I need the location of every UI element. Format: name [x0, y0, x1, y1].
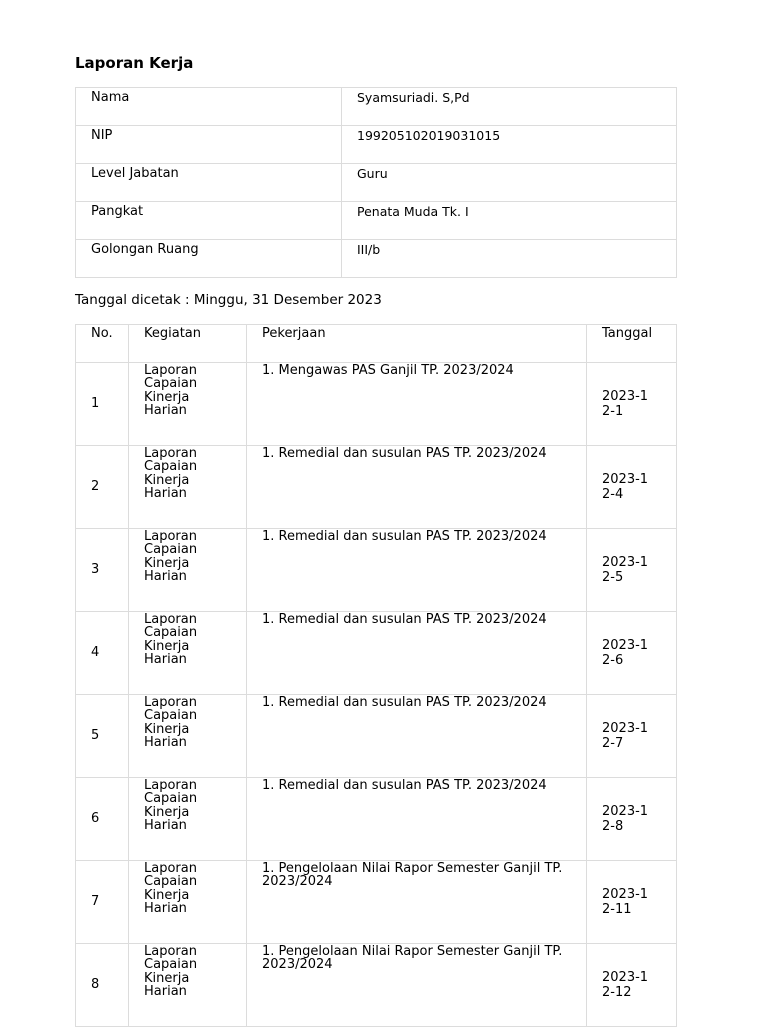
profile-label: Nama — [76, 88, 342, 126]
profile-label: Golongan Ruang — [76, 240, 342, 278]
cell-tanggal: 2023-12-7 — [587, 695, 677, 778]
cell-pekerjaan: 1. Remedial dan susulan PAS TP. 2023/2024 — [247, 612, 587, 695]
cell-tanggal: 2023-12-12 — [587, 944, 677, 1027]
profile-value: Syamsuriadi. S,Pd — [342, 88, 677, 126]
profile-value: 199205102019031015 — [342, 126, 677, 164]
cell-kegiatan: Laporan Capaian Kinerja Harian — [129, 944, 247, 1027]
profile-table — [75, 87, 677, 278]
profile-value: Penata Muda Tk. I — [342, 202, 677, 240]
cell-pekerjaan: 1. Remedial dan susulan PAS TP. 2023/2024 — [247, 778, 587, 861]
cell-kegiatan: Laporan Capaian Kinerja Harian — [129, 363, 247, 446]
profile-label: NIP — [76, 126, 342, 164]
profile-row — [76, 240, 677, 278]
cell-tanggal: 2023-12-8 — [587, 778, 677, 861]
cell-tanggal: 2023-12-5 — [587, 529, 677, 612]
cell-pekerjaan: 1. Pengelolaan Nilai Rapor Semester Ganjil TP. 2023/2024 — [247, 944, 587, 1027]
cell-tanggal: 2023-12-6 — [587, 612, 677, 695]
profile-label: Level Jabatan — [76, 164, 342, 202]
cell-no: 4 — [76, 612, 129, 695]
cell-pekerjaan: 1. Remedial dan susulan PAS TP. 2023/2024 — [247, 695, 587, 778]
cell-no: 5 — [76, 695, 129, 778]
profile-value: Guru — [342, 164, 677, 202]
table-row — [76, 612, 677, 695]
table-row — [76, 778, 677, 861]
header-tanggal: Tanggal — [587, 325, 677, 363]
cell-no: 1 — [76, 363, 129, 446]
cell-tanggal: 2023-12-11 — [587, 861, 677, 944]
cell-no: 7 — [76, 861, 129, 944]
profile-value: III/b — [342, 240, 677, 278]
table-row — [76, 363, 677, 446]
cell-tanggal: 2023-12-1 — [587, 363, 677, 446]
header-kegiatan: Kegiatan — [129, 325, 247, 363]
table-row — [76, 529, 677, 612]
cell-tanggal: 2023-12-4 — [587, 446, 677, 529]
table-row — [76, 695, 677, 778]
cell-kegiatan: Laporan Capaian Kinerja Harian — [129, 861, 247, 944]
printed-date: Tanggal dicetak : Minggu, 31 Desember 2023 — [75, 292, 382, 308]
table-row — [76, 944, 677, 1027]
cell-no: 2 — [76, 446, 129, 529]
cell-pekerjaan: 1. Remedial dan susulan PAS TP. 2023/2024 — [247, 529, 587, 612]
profile-row — [76, 164, 677, 202]
cell-kegiatan: Laporan Capaian Kinerja Harian — [129, 778, 247, 861]
cell-no: 3 — [76, 529, 129, 612]
cell-no: 8 — [76, 944, 129, 1027]
profile-row — [76, 126, 677, 164]
cell-pekerjaan: 1. Mengawas PAS Ganjil TP. 2023/2024 — [247, 363, 587, 446]
table-row — [76, 861, 677, 944]
cell-kegiatan: Laporan Capaian Kinerja Harian — [129, 612, 247, 695]
activity-log-table — [75, 324, 677, 1027]
header-no: No. — [76, 325, 129, 363]
profile-row — [76, 88, 677, 126]
profile-row — [76, 202, 677, 240]
profile-label: Pangkat — [76, 202, 342, 240]
cell-pekerjaan: 1. Pengelolaan Nilai Rapor Semester Ganjil TP. 2023/2024 — [247, 861, 587, 944]
cell-kegiatan: Laporan Capaian Kinerja Harian — [129, 446, 247, 529]
cell-pekerjaan: 1. Remedial dan susulan PAS TP. 2023/2024 — [247, 446, 587, 529]
header-pekerjaan: Pekerjaan — [247, 325, 587, 363]
cell-kegiatan: Laporan Capaian Kinerja Harian — [129, 529, 247, 612]
page-title: Laporan Kerja — [75, 54, 194, 72]
cell-no: 6 — [76, 778, 129, 861]
cell-kegiatan: Laporan Capaian Kinerja Harian — [129, 695, 247, 778]
table-row — [76, 446, 677, 529]
table-header-row — [76, 325, 677, 363]
